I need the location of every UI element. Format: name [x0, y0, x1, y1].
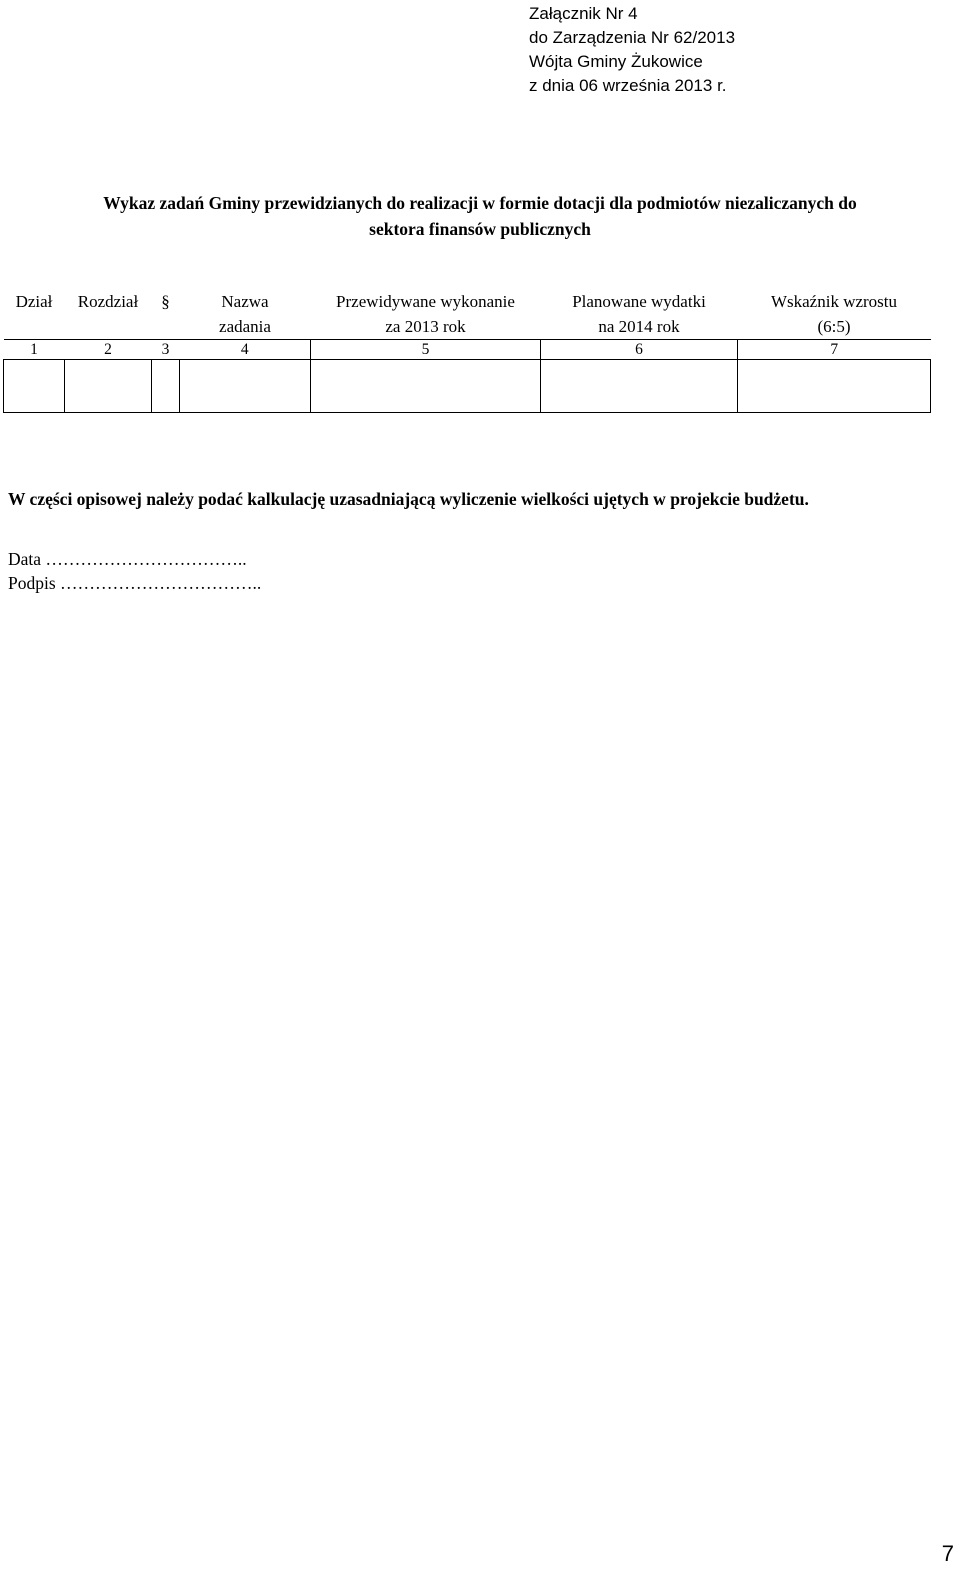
header-nazwa-zadania: Nazwa zadania: [219, 292, 271, 336]
header-line-ordinance: do Zarządzenia Nr 62/2013: [529, 28, 736, 47]
column-number-5: 5: [311, 340, 541, 360]
title-line-1: Wykaz zadań Gminy przewidzianych do realizacji w formie dotacji dla podmiotów niezaliczanych do: [103, 193, 857, 213]
column-number-2: 2: [65, 340, 152, 360]
date-line: Data ……………………………..: [8, 549, 247, 569]
header-wskaznik-wzrostu: Wskaźnik wzrostu (6:5): [770, 292, 898, 336]
title-line-2: sektora finansów publicznych: [369, 219, 591, 239]
header-przewidywane-wykonanie: Przewidywane wykonanie za 2013 rok: [336, 292, 515, 336]
empty-cell: [738, 360, 931, 413]
column-number-6: 6: [541, 340, 738, 360]
empty-cell: [4, 360, 65, 413]
document-title: [0, 190, 960, 242]
header-paragraph: §: [161, 292, 170, 311]
column-number-1: 1: [4, 340, 65, 360]
header-planowane-wydatki: Planowane wydatki na 2014 rok: [572, 292, 706, 336]
tasks-table: [3, 289, 931, 413]
header-line-date: z dnia 06 września 2013 r.: [529, 76, 727, 95]
column-number-7: 7: [738, 340, 931, 360]
document-header: [529, 2, 735, 98]
signature-line: Podpis ……………………………..: [8, 573, 262, 593]
column-number-3: 3: [152, 340, 180, 360]
header-line-issuer: Wójta Gminy Żukowice: [529, 52, 703, 71]
empty-cell: [541, 360, 738, 413]
page-number: 7: [941, 1541, 954, 1566]
empty-cell: [65, 360, 152, 413]
empty-cell: [180, 360, 311, 413]
header-rozdzial: Rozdział: [77, 292, 139, 311]
table-header-row: [4, 289, 931, 340]
header-dzial: Dział: [15, 292, 53, 311]
empty-cell: [152, 360, 180, 413]
table-number-row: [4, 340, 931, 360]
table-row: [4, 360, 931, 413]
empty-cell: [311, 360, 541, 413]
header-line-attachment: Załącznik Nr 4: [529, 4, 638, 23]
descriptive-note: W części opisowej należy podać kalkulację uzasadniającą wyliczenie wielkości ujętych w projekcie budżetu.: [8, 489, 809, 509]
column-number-4: 4: [180, 340, 311, 360]
